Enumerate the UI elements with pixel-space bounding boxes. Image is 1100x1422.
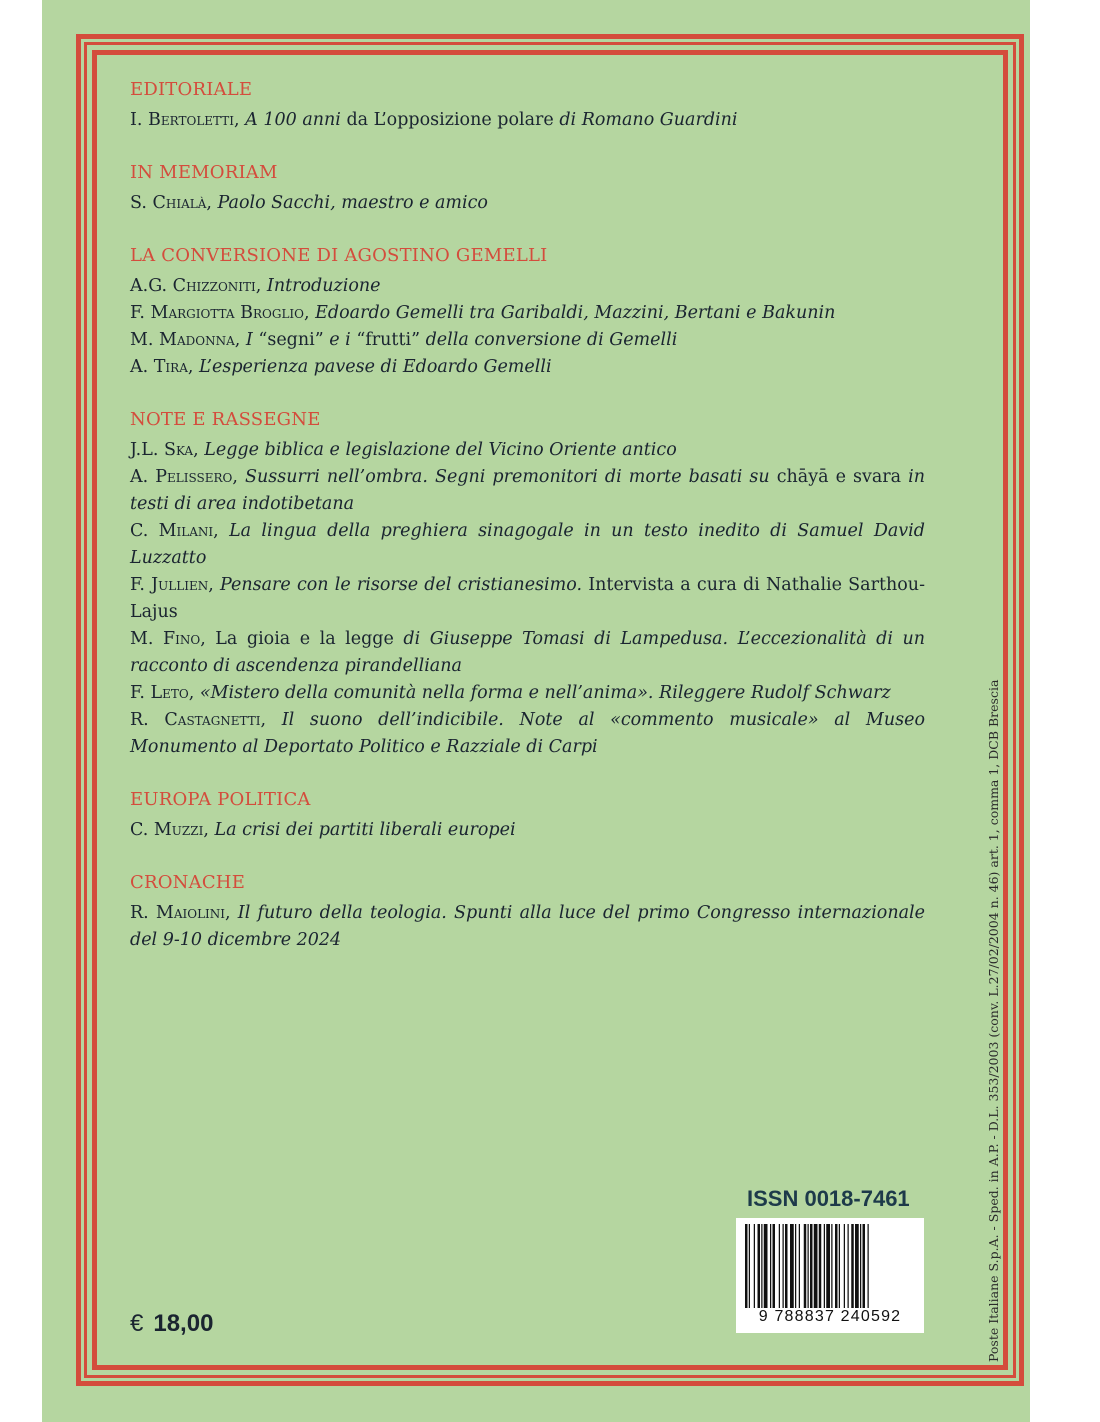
entry-title-part — [231, 903, 238, 923]
entry-title-part: La crisi dei partiti liberali europei — [214, 820, 516, 840]
entry-author: A. Tira, — [130, 357, 194, 377]
entry-author: I. Bertoletti, — [130, 110, 240, 130]
entry-author: C. Muzzi, — [130, 820, 209, 840]
entry-author: A. Pelissero, — [130, 467, 238, 487]
entry-title-part — [266, 710, 282, 730]
entry-title-part: Legge biblica e legislazione del Vicino Oriente antico — [204, 440, 677, 460]
barcode-bar — [810, 1224, 813, 1308]
barcode-bar — [868, 1224, 869, 1308]
toc-section — [130, 786, 925, 844]
entry-title-part: «Mistero della comunità nella forma e nell’anima». Rileggere Rudolf Schwarz — [199, 683, 891, 703]
barcode-bar — [804, 1224, 807, 1308]
toc-entry — [130, 626, 925, 680]
entry-title-part: Sussurri nell’ombra. Segni premonitori di morte basati su — [244, 467, 770, 487]
toc-section — [130, 242, 925, 381]
barcode-bar — [860, 1224, 861, 1308]
barcode-bar — [790, 1224, 794, 1308]
section-heading: CRONACHE — [130, 872, 246, 893]
toc-entry — [130, 437, 925, 464]
entry-title-part: La gioia e la legge — [205, 629, 404, 649]
barcode-bar — [770, 1224, 771, 1308]
barcode-bar — [814, 1224, 818, 1308]
toc-entry — [130, 900, 925, 954]
toc-entry — [130, 572, 925, 626]
barcode-bar — [783, 1224, 784, 1308]
entry-title-part: chāyā e svara — [769, 467, 909, 487]
barcode-bar — [844, 1224, 845, 1308]
barcode-bar — [824, 1224, 825, 1308]
entry-author: M. Fino, — [130, 629, 206, 649]
toc-entry — [130, 327, 925, 354]
price-amount: 18,00 — [153, 1310, 214, 1337]
entry-title-part: La lingua della preghiera sinagogale in un testo inedito di Samuel David Luzzatto — [130, 521, 925, 568]
toc-section — [130, 159, 925, 217]
issn-label: ISSN 0018-7461 — [747, 1186, 910, 1211]
entry-title-part: I — [245, 330, 253, 350]
toc-entry — [130, 190, 925, 217]
entry-title-part: Il suono dell’indicibile. Note al «commento musicale» al Museo Monumento al Deportato Politico e Razziale di Carpi — [130, 710, 925, 757]
entry-title-part — [238, 467, 245, 487]
entry-title-part: A 100 anni — [245, 110, 341, 130]
barcode-bar — [764, 1224, 768, 1308]
entry-title-part: di Romano Guardini — [559, 110, 738, 130]
section-heading: EUROPA POLITICA — [130, 789, 311, 810]
entry-title-part: Introduzione — [266, 276, 381, 296]
entry-title-part: Edoardo Gemelli tra Garibaldi, Mazzini, Bertani e Bakunin — [315, 303, 836, 323]
toc-section — [130, 76, 925, 134]
entry-author: F. Jullien, — [130, 575, 214, 595]
barcode-bar — [835, 1224, 838, 1308]
barcode-bar — [848, 1224, 849, 1308]
barcode-bar — [799, 1224, 800, 1308]
toc-entry — [130, 107, 925, 134]
section-heading: IN MEMORIAM — [130, 162, 278, 183]
entry-title-part: Intervista a cura di Nathalie Sarthou-Lajus — [130, 575, 925, 622]
toc-entry — [130, 300, 925, 327]
barcode-bar — [808, 1224, 809, 1308]
barcode-bar — [851, 1224, 854, 1308]
entry-author: R. Castagnetti, — [130, 710, 267, 730]
entry-author: M. Madonna, — [130, 330, 241, 350]
barcode-bar — [779, 1224, 780, 1308]
barcode-bar — [831, 1224, 832, 1308]
barcode-bar — [795, 1224, 796, 1308]
entry-author: R. Maiolini, — [130, 903, 231, 923]
entry-title-part: Pensare con le risorse del cristianesimo. — [220, 575, 583, 595]
toc-section — [130, 869, 925, 954]
price — [130, 1310, 213, 1338]
toc-entry — [130, 354, 925, 381]
toc-entry — [130, 707, 925, 761]
entry-title-part: in testi di area indotibetana — [130, 467, 925, 514]
toc-entry — [130, 817, 925, 844]
section-heading: NOTE E RASSEGNE — [130, 409, 321, 430]
barcode-bar — [819, 1224, 822, 1308]
barcode-bar — [785, 1224, 788, 1308]
barcode-bar — [749, 1224, 750, 1308]
toc-section — [130, 406, 925, 761]
barcode-bar — [826, 1224, 830, 1308]
entry-title-part: L’esperienza pavese di Edoardo Gemelli — [199, 357, 552, 377]
barcode-number: 9 788837 240592 — [758, 1308, 902, 1325]
barcode-bar — [773, 1224, 776, 1308]
entry-author: C. Milani, — [130, 521, 219, 541]
section-heading: EDITORIALE — [130, 79, 253, 100]
entry-title-part — [219, 521, 229, 541]
entry-author: S. Chialà, — [130, 193, 212, 213]
barcode-bar — [758, 1224, 761, 1308]
barcode-bar — [855, 1224, 859, 1308]
entry-author: F. Leto, — [130, 683, 195, 703]
entry-title-part: e i — [329, 330, 351, 350]
entry-author: A.G. Chizzoniti, — [130, 276, 262, 296]
entry-author: J.L. Ska, — [130, 440, 199, 460]
toc-entry — [130, 464, 925, 518]
entry-title-part: “frutti” — [350, 330, 426, 350]
section-heading: LA CONVERSIONE DI AGOSTINO GEMELLI — [130, 245, 548, 266]
currency-symbol: € — [130, 1310, 144, 1337]
toc-entry — [130, 518, 925, 572]
barcode-bar — [745, 1224, 748, 1308]
barcode — [736, 1218, 924, 1333]
toc-entry — [130, 273, 925, 300]
barcode-bar — [863, 1224, 866, 1308]
entry-title-part: Il futuro della teologia. Spunti alla luce del primo Congresso internazionale del 9-10 dicembre 2024 — [130, 903, 925, 950]
entry-title-part: della conversione di Gemelli — [425, 330, 678, 350]
barcode-bar — [754, 1224, 755, 1308]
entry-title-part: “segni” — [252, 330, 330, 350]
entry-author: F. Margiotta Broglio, — [130, 303, 310, 323]
toc-entry — [130, 680, 925, 707]
barcode-bar — [839, 1224, 840, 1308]
entry-title-part: da L’opposizione polare — [340, 110, 560, 130]
entry-title-part: Paolo Sacchi, maestro e amico — [217, 193, 488, 213]
entry-title-part: di Giuseppe Tomasi di Lampedusa. L’eccezionalità di un racconto di ascendenza pirandelliana — [130, 629, 925, 676]
postal-note: Poste Italiane S.p.A. - Sped. in A.P. - D.L. 353/2003 (conv. L.27/02/2004 n. 46) art. 1, comma 1, DCB Brescia — [986, 679, 1001, 1362]
barcode-bars — [744, 1224, 916, 1308]
barcode-bar — [761, 1224, 762, 1308]
table-of-contents — [130, 76, 925, 979]
